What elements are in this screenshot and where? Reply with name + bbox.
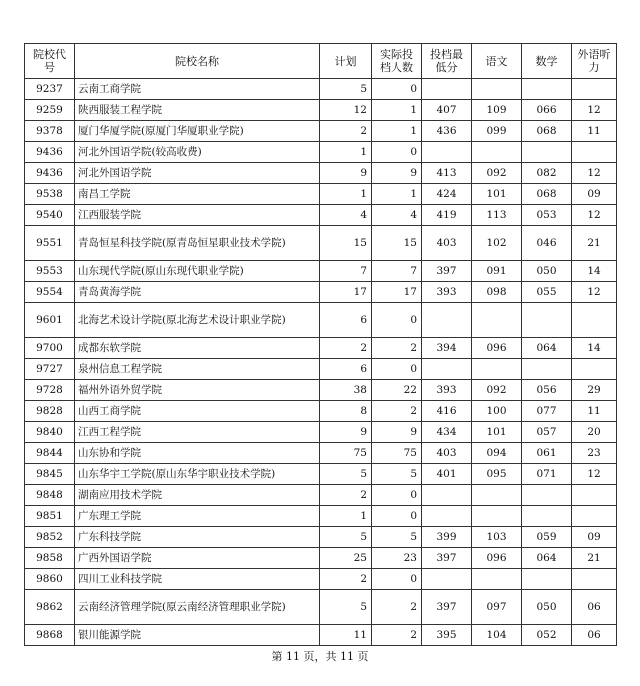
chinese-cell: 092 — [472, 163, 522, 184]
header-math: 数学 — [522, 44, 572, 79]
chinese-cell: 102 — [472, 226, 522, 261]
listening-cell — [572, 303, 617, 338]
listening-cell: 11 — [572, 401, 617, 422]
school-code-cell: 9844 — [25, 443, 75, 464]
min-score-cell: 407 — [422, 100, 472, 121]
plan-cell: 2 — [320, 338, 372, 359]
table-row — [25, 163, 617, 184]
math-cell — [522, 359, 572, 380]
chinese-cell: 104 — [472, 625, 522, 646]
actual-cell: 2 — [372, 590, 422, 625]
chinese-cell — [472, 79, 522, 100]
school-name-cell: 山东华宇工学院(原山东华宇职业技术学院) — [75, 464, 320, 485]
min-score-cell: 419 — [422, 205, 472, 226]
plan-cell: 9 — [320, 422, 372, 443]
math-cell — [522, 142, 572, 163]
school-code-cell: 9378 — [25, 121, 75, 142]
header-plan: 计划 — [320, 44, 372, 79]
chinese-cell: 100 — [472, 401, 522, 422]
table-row — [25, 443, 617, 464]
listening-cell: 12 — [572, 100, 617, 121]
header-school-name: 院校名称 — [75, 44, 320, 79]
chinese-cell: 101 — [472, 422, 522, 443]
table-header-row — [25, 44, 617, 79]
school-code-cell: 9852 — [25, 527, 75, 548]
listening-cell: 20 — [572, 422, 617, 443]
listening-cell — [572, 142, 617, 163]
math-cell — [522, 79, 572, 100]
listening-cell: 12 — [572, 205, 617, 226]
plan-cell: 5 — [320, 79, 372, 100]
math-cell: 050 — [522, 261, 572, 282]
school-name-cell: 福州外语外贸学院 — [75, 380, 320, 401]
header-chinese: 语文 — [472, 44, 522, 79]
plan-cell: 2 — [320, 485, 372, 506]
actual-cell: 2 — [372, 338, 422, 359]
chinese-cell: 092 — [472, 380, 522, 401]
school-code-cell: 9860 — [25, 569, 75, 590]
plan-cell: 6 — [320, 359, 372, 380]
actual-cell: 17 — [372, 282, 422, 303]
plan-cell: 6 — [320, 303, 372, 338]
school-code-cell: 9259 — [25, 100, 75, 121]
table-row — [25, 464, 617, 485]
min-score-cell: 403 — [422, 226, 472, 261]
school-name-cell: 广东科技学院 — [75, 527, 320, 548]
math-cell: 052 — [522, 625, 572, 646]
school-code-cell: 9845 — [25, 464, 75, 485]
listening-cell — [572, 506, 617, 527]
table-row — [25, 485, 617, 506]
chinese-cell: 113 — [472, 205, 522, 226]
table-row — [25, 226, 617, 261]
chinese-cell: 096 — [472, 338, 522, 359]
school-name-cell: 山东协和学院 — [75, 443, 320, 464]
listening-cell — [572, 359, 617, 380]
school-code-cell: 9858 — [25, 548, 75, 569]
min-score-cell — [422, 506, 472, 527]
school-code-cell: 9728 — [25, 380, 75, 401]
min-score-cell: 399 — [422, 527, 472, 548]
chinese-cell — [472, 506, 522, 527]
plan-cell: 25 — [320, 548, 372, 569]
plan-cell: 1 — [320, 184, 372, 205]
table-row — [25, 401, 617, 422]
min-score-cell: 394 — [422, 338, 472, 359]
actual-cell: 0 — [372, 506, 422, 527]
table-row — [25, 121, 617, 142]
plan-cell: 1 — [320, 142, 372, 163]
listening-cell: 06 — [572, 625, 617, 646]
chinese-cell: 094 — [472, 443, 522, 464]
plan-cell: 2 — [320, 121, 372, 142]
actual-cell: 7 — [372, 261, 422, 282]
admission-score-table — [24, 43, 617, 646]
actual-cell: 4 — [372, 205, 422, 226]
chinese-cell: 097 — [472, 590, 522, 625]
min-score-cell: 434 — [422, 422, 472, 443]
school-code-cell: 9553 — [25, 261, 75, 282]
table-row — [25, 79, 617, 100]
math-cell: 050 — [522, 590, 572, 625]
school-name-cell: 成都东软学院 — [75, 338, 320, 359]
table-row — [25, 590, 617, 625]
table-row — [25, 205, 617, 226]
table-row — [25, 303, 617, 338]
listening-cell: 11 — [572, 121, 617, 142]
school-code-cell: 9840 — [25, 422, 75, 443]
actual-cell: 23 — [372, 548, 422, 569]
min-score-cell — [422, 569, 472, 590]
math-cell: 068 — [522, 121, 572, 142]
school-name-cell: 南昌工学院 — [75, 184, 320, 205]
actual-cell: 0 — [372, 303, 422, 338]
min-score-cell — [422, 303, 472, 338]
min-score-cell: 393 — [422, 380, 472, 401]
min-score-cell: 403 — [422, 443, 472, 464]
header-school-code: 院校代号 — [25, 44, 75, 79]
table-row — [25, 625, 617, 646]
min-score-cell — [422, 79, 472, 100]
school-code-cell: 9828 — [25, 401, 75, 422]
header-listening: 外语听力 — [572, 44, 617, 79]
school-name-cell: 云南工商学院 — [75, 79, 320, 100]
school-name-cell: 云南经济管理学院(原云南经济管理职业学院) — [75, 590, 320, 625]
table-row — [25, 422, 617, 443]
plan-cell: 8 — [320, 401, 372, 422]
actual-cell: 22 — [372, 380, 422, 401]
table-body — [25, 79, 617, 646]
school-name-cell: 青岛恒星科技学院(原青岛恒星职业技术学院) — [75, 226, 320, 261]
school-name-cell: 江西工程学院 — [75, 422, 320, 443]
school-name-cell: 河北外国语学院 — [75, 163, 320, 184]
min-score-cell: 424 — [422, 184, 472, 205]
math-cell: 068 — [522, 184, 572, 205]
math-cell: 061 — [522, 443, 572, 464]
actual-cell: 5 — [372, 464, 422, 485]
chinese-cell — [472, 569, 522, 590]
table-row — [25, 100, 617, 121]
math-cell: 064 — [522, 548, 572, 569]
math-cell: 056 — [522, 380, 572, 401]
math-cell: 057 — [522, 422, 572, 443]
math-cell: 064 — [522, 338, 572, 359]
plan-cell: 4 — [320, 205, 372, 226]
school-code-cell: 9727 — [25, 359, 75, 380]
math-cell: 071 — [522, 464, 572, 485]
page-footer: 第 11 页，共 11 页 — [271, 650, 369, 663]
min-score-cell — [422, 485, 472, 506]
actual-cell: 9 — [372, 163, 422, 184]
actual-cell: 0 — [372, 569, 422, 590]
chinese-cell: 103 — [472, 527, 522, 548]
table-row — [25, 527, 617, 548]
chinese-cell — [472, 142, 522, 163]
listening-cell: 14 — [572, 338, 617, 359]
min-score-cell: 401 — [422, 464, 472, 485]
min-score-cell: 416 — [422, 401, 472, 422]
school-code-cell: 9862 — [25, 590, 75, 625]
plan-cell: 7 — [320, 261, 372, 282]
school-name-cell: 银川能源学院 — [75, 625, 320, 646]
plan-cell: 2 — [320, 569, 372, 590]
table-row — [25, 282, 617, 303]
school-code-cell: 9551 — [25, 226, 75, 261]
math-cell — [522, 569, 572, 590]
math-cell — [522, 485, 572, 506]
min-score-cell: 397 — [422, 548, 472, 569]
chinese-cell: 096 — [472, 548, 522, 569]
plan-cell: 15 — [320, 226, 372, 261]
school-name-cell: 广西外国语学院 — [75, 548, 320, 569]
header-min-score: 投档最低分 — [422, 44, 472, 79]
listening-cell: 09 — [572, 184, 617, 205]
actual-cell: 0 — [372, 142, 422, 163]
header-actual-admitted: 实际投档人数 — [372, 44, 422, 79]
math-cell — [522, 506, 572, 527]
actual-cell: 0 — [372, 359, 422, 380]
table-row — [25, 569, 617, 590]
school-name-cell: 陕西服装工程学院 — [75, 100, 320, 121]
school-name-cell: 泉州信息工程学院 — [75, 359, 320, 380]
school-name-cell: 山东现代学院(原山东现代职业学院) — [75, 261, 320, 282]
listening-cell: 12 — [572, 464, 617, 485]
plan-cell: 12 — [320, 100, 372, 121]
chinese-cell — [472, 303, 522, 338]
math-cell: 077 — [522, 401, 572, 422]
actual-cell: 75 — [372, 443, 422, 464]
school-code-cell: 9554 — [25, 282, 75, 303]
chinese-cell — [472, 359, 522, 380]
school-name-cell: 江西服装学院 — [75, 205, 320, 226]
plan-cell: 17 — [320, 282, 372, 303]
actual-cell: 15 — [372, 226, 422, 261]
listening-cell: 21 — [572, 226, 617, 261]
min-score-cell: 395 — [422, 625, 472, 646]
listening-cell: 09 — [572, 527, 617, 548]
listening-cell: 06 — [572, 590, 617, 625]
plan-cell: 5 — [320, 527, 372, 548]
min-score-cell — [422, 359, 472, 380]
actual-cell: 0 — [372, 79, 422, 100]
plan-cell: 1 — [320, 506, 372, 527]
school-code-cell: 9436 — [25, 142, 75, 163]
chinese-cell — [472, 485, 522, 506]
school-code-cell: 9538 — [25, 184, 75, 205]
plan-cell: 9 — [320, 163, 372, 184]
min-score-cell: 436 — [422, 121, 472, 142]
school-code-cell: 9436 — [25, 163, 75, 184]
school-name-cell: 河北外国语学院(较高收费) — [75, 142, 320, 163]
table-row — [25, 184, 617, 205]
chinese-cell: 095 — [472, 464, 522, 485]
school-name-cell: 湖南应用技术学院 — [75, 485, 320, 506]
school-name-cell: 厦门华厦学院(原厦门华厦职业学院) — [75, 121, 320, 142]
actual-cell: 2 — [372, 625, 422, 646]
school-code-cell: 9851 — [25, 506, 75, 527]
actual-cell: 9 — [372, 422, 422, 443]
school-name-cell: 北海艺术设计学院(原北海艺术设计职业学院) — [75, 303, 320, 338]
plan-cell: 5 — [320, 590, 372, 625]
school-code-cell: 9540 — [25, 205, 75, 226]
math-cell: 066 — [522, 100, 572, 121]
school-name-cell: 广东理工学院 — [75, 506, 320, 527]
table-row — [25, 548, 617, 569]
math-cell: 053 — [522, 205, 572, 226]
plan-cell: 5 — [320, 464, 372, 485]
chinese-cell: 091 — [472, 261, 522, 282]
actual-cell: 0 — [372, 485, 422, 506]
chinese-cell: 098 — [472, 282, 522, 303]
math-cell — [522, 303, 572, 338]
plan-cell: 75 — [320, 443, 372, 464]
table-row — [25, 142, 617, 163]
school-name-cell: 四川工业科技学院 — [75, 569, 320, 590]
table-row — [25, 261, 617, 282]
table-row — [25, 338, 617, 359]
school-code-cell: 9700 — [25, 338, 75, 359]
math-cell: 059 — [522, 527, 572, 548]
school-code-cell: 9848 — [25, 485, 75, 506]
listening-cell: 29 — [572, 380, 617, 401]
actual-cell: 1 — [372, 184, 422, 205]
listening-cell: 12 — [572, 163, 617, 184]
listening-cell: 12 — [572, 282, 617, 303]
actual-cell: 1 — [372, 121, 422, 142]
school-code-cell: 9601 — [25, 303, 75, 338]
actual-cell: 1 — [372, 100, 422, 121]
plan-cell: 11 — [320, 625, 372, 646]
school-code-cell: 9868 — [25, 625, 75, 646]
chinese-cell: 109 — [472, 100, 522, 121]
table-row — [25, 380, 617, 401]
chinese-cell: 101 — [472, 184, 522, 205]
school-name-cell: 山西工商学院 — [75, 401, 320, 422]
math-cell: 082 — [522, 163, 572, 184]
listening-cell: 23 — [572, 443, 617, 464]
math-cell: 046 — [522, 226, 572, 261]
min-score-cell: 397 — [422, 261, 472, 282]
min-score-cell — [422, 142, 472, 163]
min-score-cell: 393 — [422, 282, 472, 303]
chinese-cell: 099 — [472, 121, 522, 142]
listening-cell: 21 — [572, 548, 617, 569]
actual-cell: 2 — [372, 401, 422, 422]
listening-cell — [572, 485, 617, 506]
school-name-cell: 青岛黄海学院 — [75, 282, 320, 303]
min-score-cell: 397 — [422, 590, 472, 625]
school-code-cell: 9237 — [25, 79, 75, 100]
listening-cell — [572, 569, 617, 590]
math-cell: 055 — [522, 282, 572, 303]
table-row — [25, 506, 617, 527]
table-row — [25, 359, 617, 380]
listening-cell: 14 — [572, 261, 617, 282]
actual-cell: 5 — [372, 527, 422, 548]
listening-cell — [572, 79, 617, 100]
min-score-cell: 413 — [422, 163, 472, 184]
plan-cell: 38 — [320, 380, 372, 401]
